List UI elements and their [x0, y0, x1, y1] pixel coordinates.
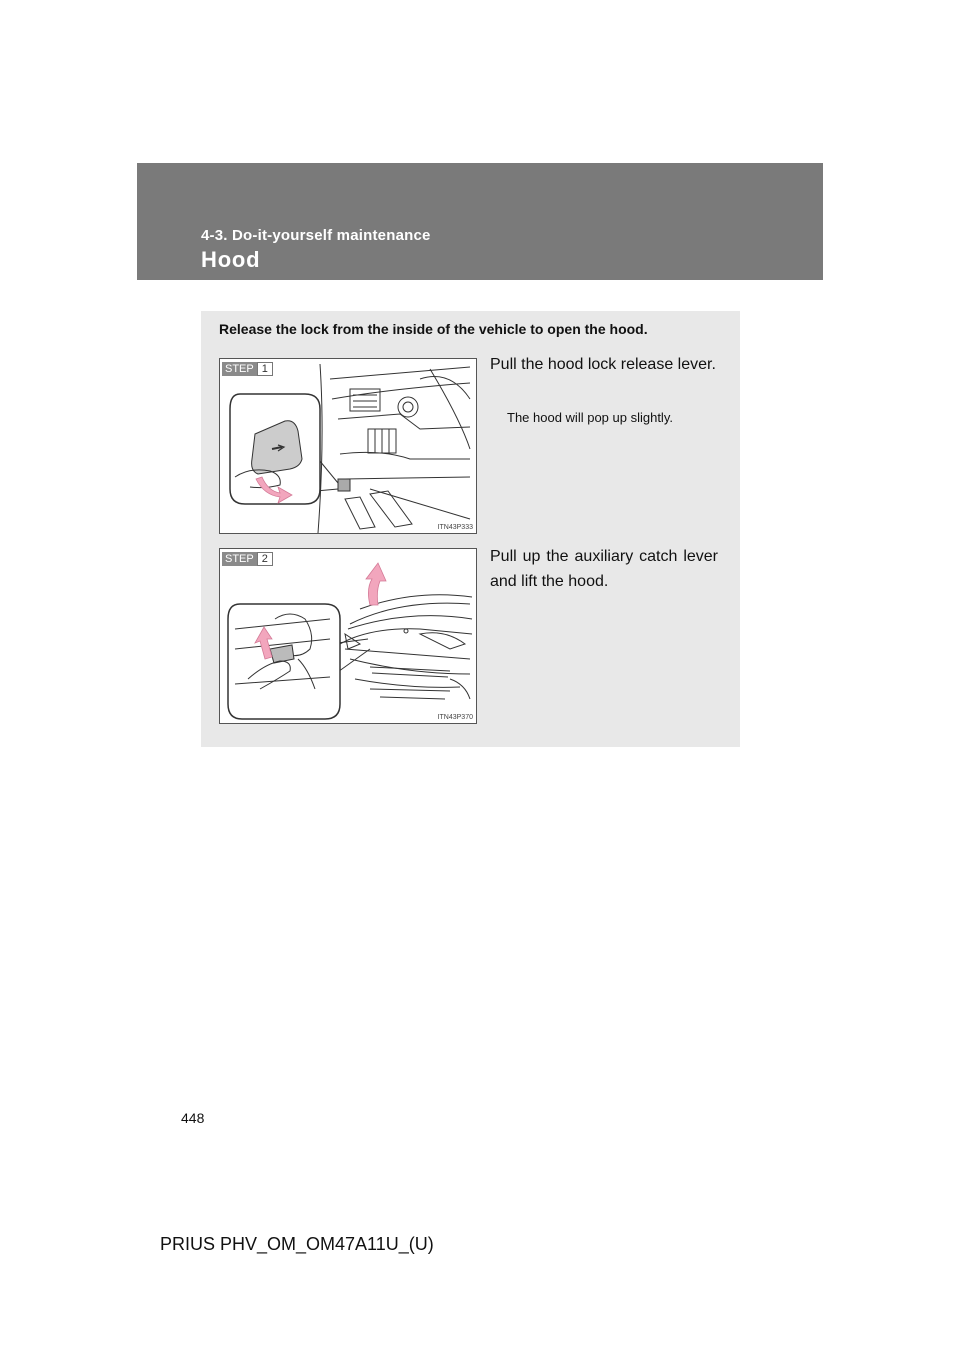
- page-number: 448: [181, 1110, 205, 1126]
- hood-up-arrow-icon: [366, 563, 386, 605]
- step-2-badge: [222, 552, 273, 566]
- step-label: STEP: [222, 362, 257, 376]
- step-1-note: The hood will pop up slightly.: [507, 410, 673, 425]
- figure-code: ITN43P333: [437, 524, 473, 531]
- page-title: Hood: [201, 247, 261, 272]
- footer-code: PRIUS PHV_OM_OM47A11U_(U): [160, 1234, 434, 1254]
- section-header: [137, 163, 823, 280]
- step-1-illustration: [219, 358, 477, 534]
- hood-lock-lever-drawing: [220, 359, 476, 533]
- figure-code: ITN43P370: [437, 714, 473, 721]
- intro-text: Release the lock from the inside of the vehicle to open the hood.: [219, 321, 648, 337]
- step-number: 1: [257, 362, 273, 376]
- step-1-text: Pull the hood lock release lever.: [490, 356, 716, 373]
- step-number: 2: [257, 552, 273, 566]
- section-label: 4-3. Do-it-yourself maintenance: [201, 227, 431, 244]
- step-2-text: Pull up the auxiliary catch lever and lift the hood.: [490, 548, 718, 590]
- instruction-panel: [201, 311, 740, 747]
- auxiliary-catch-drawing: [220, 549, 476, 723]
- step-2-illustration: [219, 548, 477, 724]
- step-1-badge: [222, 362, 273, 376]
- step-label: STEP: [222, 552, 257, 566]
